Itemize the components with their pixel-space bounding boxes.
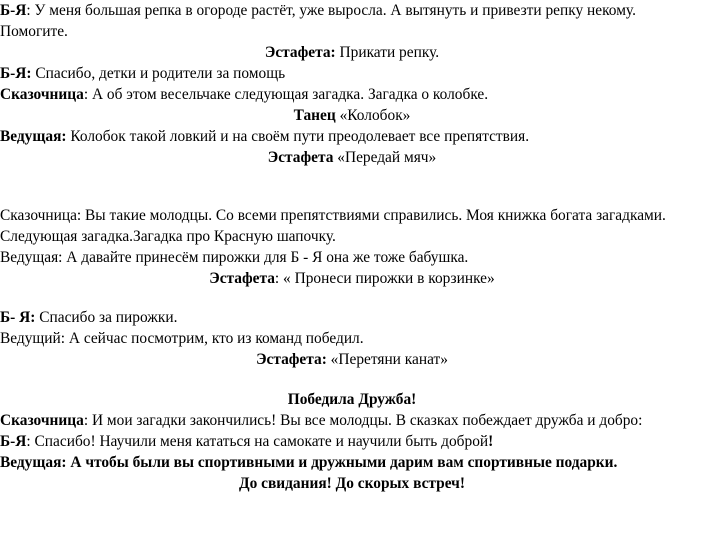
line-14 — [0, 328, 704, 349]
relay-label: Эстафета — [209, 270, 275, 287]
line-4 — [0, 63, 704, 84]
line-9 — [0, 205, 704, 226]
line-7 — [0, 126, 704, 147]
dance-label: Танец — [293, 107, 336, 124]
line-text: Помогите. — [0, 23, 68, 40]
line-text: : И мои загадки закончились! Вы все молодцы. В сказках побеждает дружба и добро: — [83, 412, 643, 429]
line-text: «Колобок» — [335, 107, 411, 124]
line-13 — [0, 307, 704, 328]
line-8-relay-heading — [0, 147, 704, 168]
line-text: Колобок такой ловкий и на своём пути преодолевает все препятствия. — [66, 128, 530, 145]
line-text: : « Пронеси пирожки в корзинке» — [274, 270, 495, 287]
line-text: Ведущая: А чтобы были вы спортивными и дружными дарим вам спортивные подарки. — [0, 454, 618, 471]
line-17 — [0, 410, 704, 431]
line-19 — [0, 452, 704, 473]
line-text: : У меня большая репка в огороде растёт, уже выросла. А вытянуть и привезти репку некому. — [26, 2, 636, 19]
line-text: До свидания! До скорых встреч! — [239, 475, 465, 492]
relay-label: Эстафета — [267, 149, 334, 166]
line-18 — [0, 431, 704, 452]
line-2 — [0, 21, 704, 42]
speaker-label: Б- Я: — [0, 309, 36, 326]
relay-label: Эстафета: — [264, 44, 336, 61]
speaker-label: Ведущая: — [0, 128, 67, 145]
line-3-relay-heading — [0, 42, 704, 63]
line-text: Спасибо за пирожки. — [35, 309, 178, 326]
speaker-label: Сказочница — [0, 412, 84, 429]
line-text: Ведущий: А сейчас посмотрим, кто из команд победил. — [0, 330, 364, 347]
line-text: Победила Дружба! — [287, 391, 417, 408]
line-text: Спасибо, детки и родители за помощь — [31, 65, 286, 82]
line-5 — [0, 84, 704, 105]
line-10 — [0, 226, 704, 247]
relay-label: Эстафета: — [256, 351, 327, 368]
line-text: «Перетяни канат» — [326, 351, 448, 368]
line-15-relay-heading — [0, 349, 704, 370]
line-text: : Спасибо! Научили меня кататься на самокате и научили быть доброй — [26, 433, 489, 450]
speaker-label: Б-Я: — [0, 65, 32, 82]
line-text: : А об этом весельчаке следующая загадка. Загадка о колобке. — [83, 86, 489, 103]
line-tail: ! — [488, 433, 494, 450]
line-text: Ведущая: А давайте принесём пирожки для Б - Я она же тоже бабушка. — [0, 249, 469, 266]
line-1 — [0, 0, 704, 21]
line-16-winner-heading — [0, 389, 704, 410]
line-6-dance-heading — [0, 105, 704, 126]
speaker-label: Б-Я — [0, 2, 27, 19]
line-20-farewell — [0, 473, 704, 494]
line-12-relay-heading — [0, 268, 704, 289]
line-text: «Передай мяч» — [333, 149, 437, 166]
line-text: Следующая загадка.Загадка про Красную шапочку. — [0, 228, 336, 245]
line-11 — [0, 247, 704, 268]
line-text: Сказочница: Вы такие молодцы. Со всеми препятствиями справились. Моя книжка богата загадками. — [0, 207, 666, 224]
line-text: Прикати репку. — [335, 44, 440, 61]
speaker-label: Б-Я — [0, 433, 27, 450]
speaker-label: Сказочница — [0, 86, 84, 103]
